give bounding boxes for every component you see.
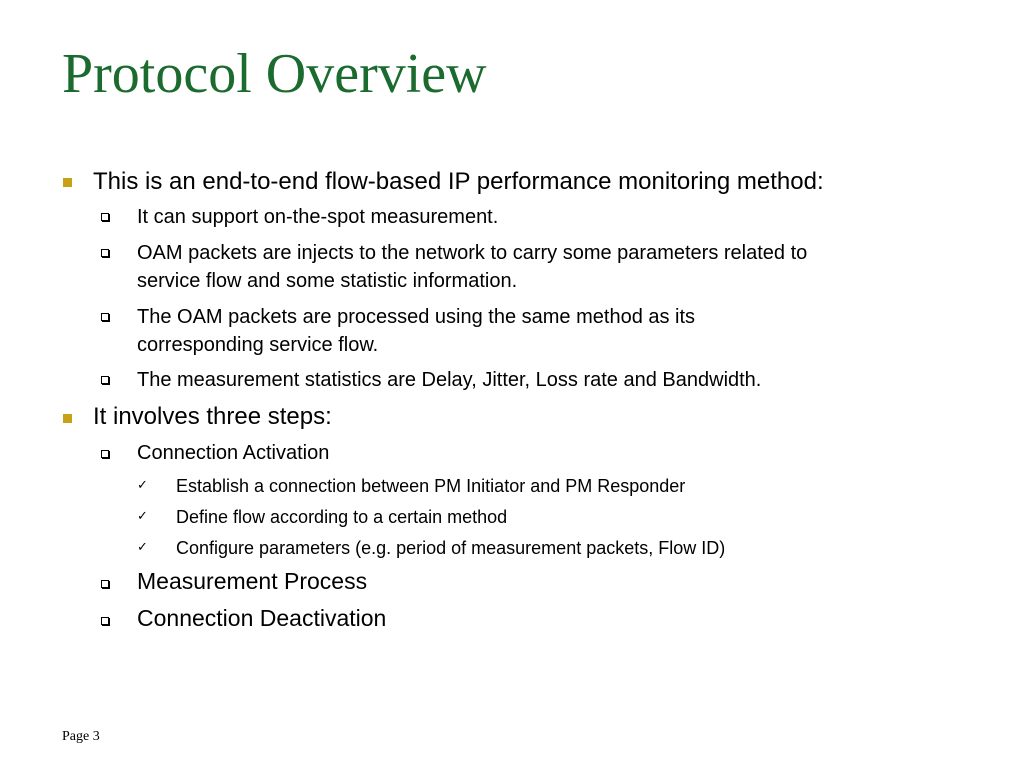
bullet-text: It can support on-the-spot measurement.: [137, 206, 499, 228]
hollow-square-bullet-icon: [101, 376, 109, 384]
bullet-text: Establish a connection between PM Initiator and PM Responder: [176, 476, 686, 496]
bullet-text: Measurement Process: [137, 568, 368, 594]
bullet-text-continuation: service flow and some statistic information.: [137, 270, 518, 292]
hollow-square-bullet-icon: [101, 450, 109, 458]
bullet-text: Define flow according to a certain method: [176, 507, 508, 527]
bullet-text: The OAM packets are processed using the same method as its: [137, 306, 696, 328]
square-bullet-icon: [63, 414, 72, 423]
checkmark-icon: ✓: [137, 478, 148, 493]
hollow-square-bullet-icon: [101, 213, 109, 221]
bullet-text: Configure parameters (e.g. period of measurement packets, Flow ID): [176, 538, 726, 558]
hollow-square-bullet-icon: [101, 617, 109, 625]
bullet-text: This is an end-to-end flow-based IP performance monitoring method:: [93, 168, 824, 195]
hollow-square-bullet-icon: [101, 580, 109, 588]
checkmark-icon: ✓: [137, 540, 148, 555]
square-bullet-icon: [63, 178, 72, 187]
bullet-text-continuation: corresponding service flow.: [137, 334, 379, 356]
slide-title: Protocol Overview: [62, 43, 487, 105]
bullet-text: Connection Activation: [137, 442, 330, 464]
bullet-text: Connection Deactivation: [137, 605, 387, 631]
bullet-text: It involves three steps:: [93, 403, 332, 430]
hollow-square-bullet-icon: [101, 249, 109, 257]
bullet-text: The measurement statistics are Delay, Jitter, Loss rate and Bandwidth.: [137, 369, 762, 391]
bullet-text: OAM packets are injects to the network to carry some parameters related to: [137, 242, 808, 264]
hollow-square-bullet-icon: [101, 313, 109, 321]
checkmark-icon: ✓: [137, 509, 148, 524]
page-number: Page 3: [62, 729, 100, 744]
